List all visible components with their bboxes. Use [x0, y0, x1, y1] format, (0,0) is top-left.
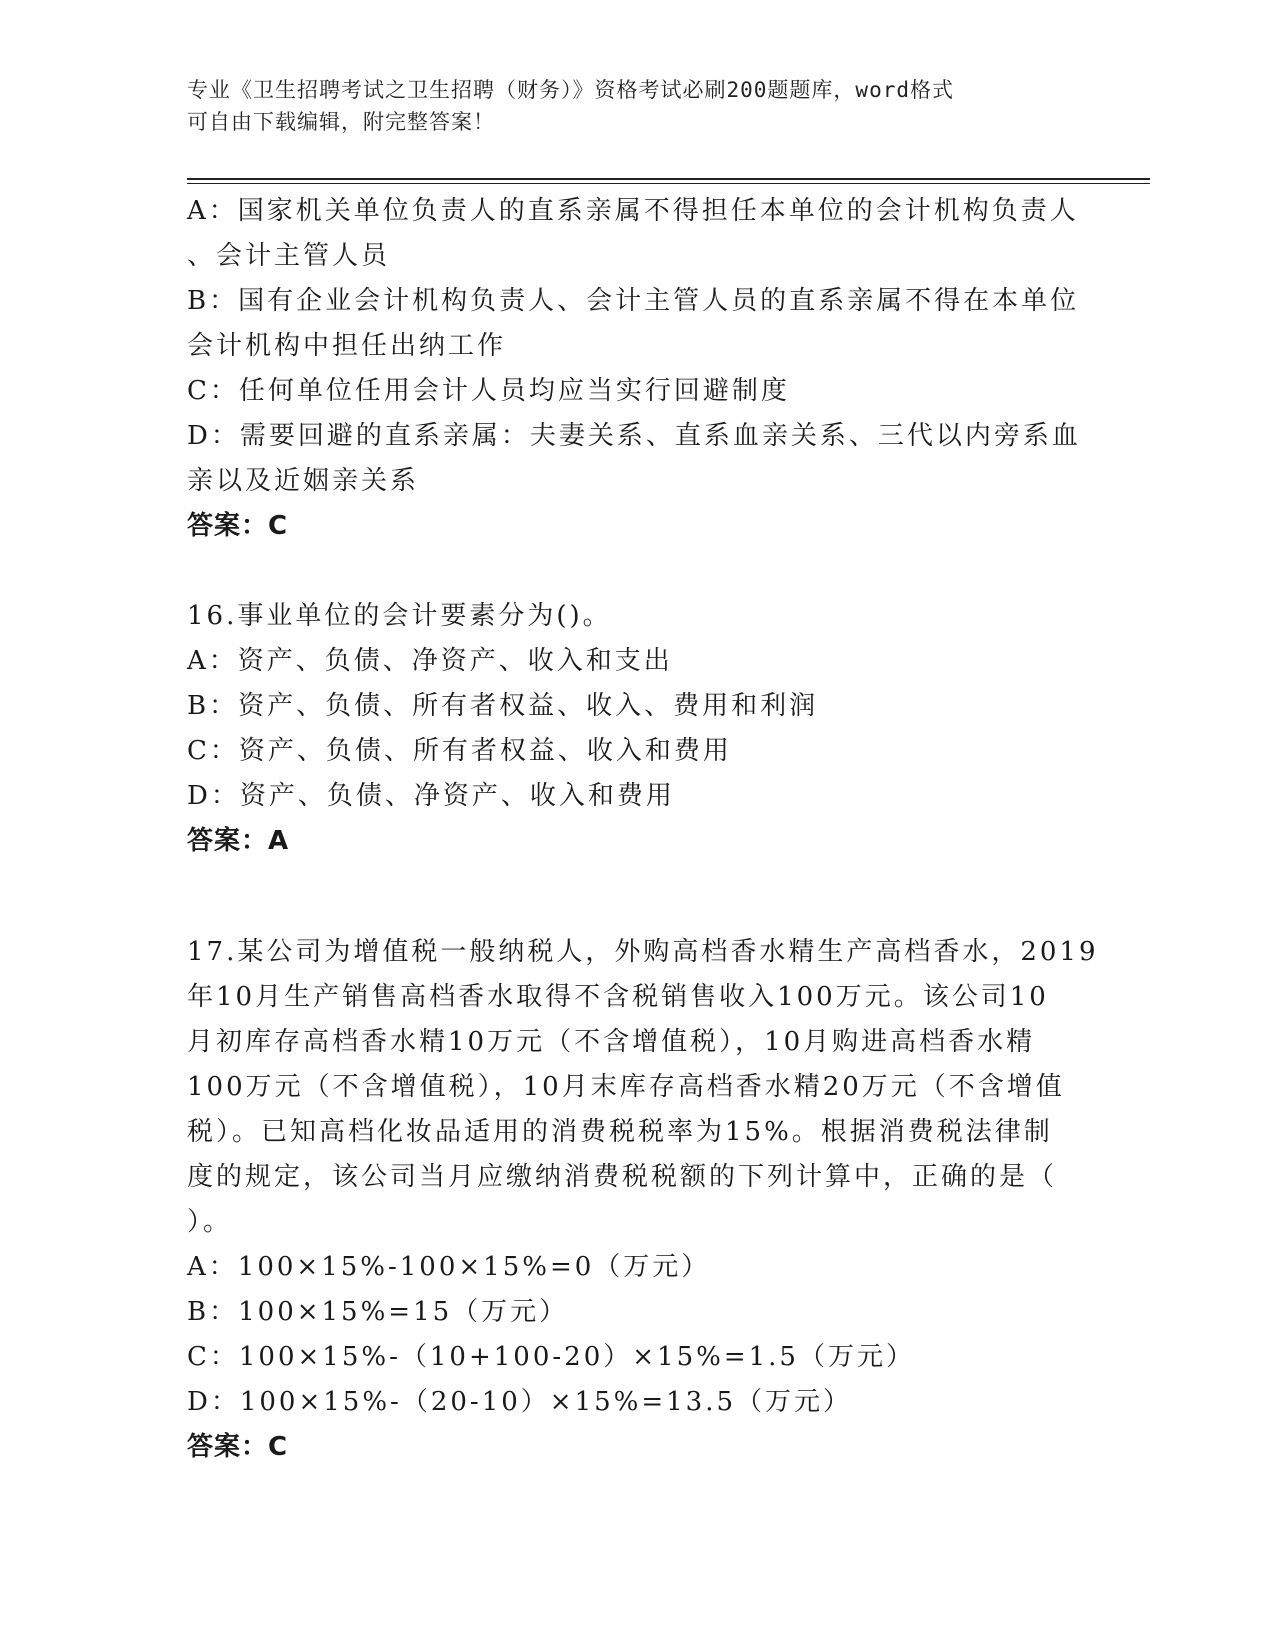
- q17-option-a: A：100×15%-100×15%=0（万元）: [187, 1252, 711, 1282]
- q16-question: 16.事业单位的会计要素分为()。: [187, 601, 612, 631]
- q16-answer: 答案：A: [187, 826, 290, 856]
- q17-answer: 答案：C: [187, 1432, 289, 1462]
- q15-option-d-line-1: D：需要回避的直系亲属：夫妻关系、直系血亲关系、三代以内旁系血: [187, 421, 1081, 451]
- q15-option-d-line-2: 亲以及近姻亲关系: [187, 466, 420, 496]
- q17-question-line-5: 税）。已知高档化妆品适用的消费税税率为15%。根据消费税法律制: [187, 1117, 1053, 1147]
- q16-option-b: B：资产、负债、所有者权益、收入、费用和利润: [187, 691, 819, 721]
- q16-option-d: D：资产、负债、净资产、收入和费用: [187, 781, 675, 811]
- q17-question-line-6: 度的规定，该公司当月应缴纳消费税税额的下列计算中，正确的是（: [187, 1162, 1058, 1192]
- q17-option-b: B：100×15%=15（万元）: [187, 1297, 569, 1327]
- document-header: [187, 74, 1067, 138]
- q16-option-c: C：资产、负债、所有者权益、收入和费用: [187, 736, 732, 766]
- q17-option-c: C：100×15%-（10+100-20）×15%=1.5（万元）: [187, 1342, 915, 1372]
- question-gap: [187, 549, 1087, 594]
- q17-option-d: D：100×15%-（20-10）×15%=13.5（万元）: [187, 1387, 853, 1417]
- header-title-line-1: 专业《卫生招聘考试之卫生招聘（财务）》资格考试必刷200题题库，word格式: [187, 78, 954, 102]
- q17-question-line-3: 月初库存高档香水精10万元（不含增值税），10月购进高档香水精: [187, 1027, 1036, 1057]
- q15-option-b-line-1: B：国有企业会计机构负责人、会计主管人员的直系亲属不得在本单位: [187, 286, 1080, 316]
- q15-option-b-line-2: 会计机构中担任出纳工作: [187, 331, 507, 361]
- header-divider: [187, 178, 1150, 184]
- question-16-block: [187, 594, 1087, 864]
- q15-option-a-line-2: 、会计主管人员: [187, 241, 391, 271]
- document-body: [187, 189, 1099, 1470]
- q17-question-line-2: 年10月生产销售高档香水取得不含税销售收入100万元。该公司10: [187, 982, 1049, 1012]
- q15-option-a-line-1: A：国家机关单位负责人的直系亲属不得担任本单位的会计机构负责人: [187, 196, 1079, 226]
- q15-option-c: C：任何单位任用会计人员均应当实行回避制度: [187, 376, 790, 406]
- q17-question-line-4: 100万元（不含增值税），10月末库存高档香水精20万元（不含增值: [187, 1072, 1065, 1102]
- q16-option-a: A：资产、负债、净资产、收入和支出: [187, 646, 673, 676]
- question-17-block: [187, 930, 1099, 1470]
- header-title-line-2: 可自由下载编辑，附完整答案！: [187, 110, 495, 134]
- question-15-block: [187, 189, 1087, 549]
- q15-answer: 答案：C: [187, 511, 289, 541]
- q17-question-line-1: 17.某公司为增值税一般纳税人，外购高档香水精生产高档香水，2019: [187, 937, 1099, 967]
- q17-question-line-7: ）。: [187, 1207, 233, 1237]
